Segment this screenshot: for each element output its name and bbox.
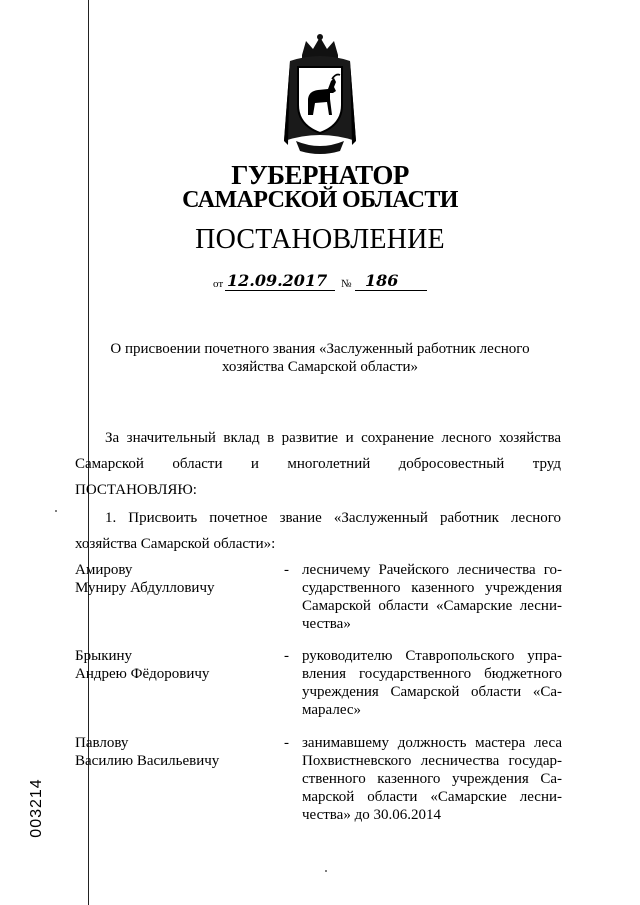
awardee-dash: - [284,735,289,751]
decree-number: 186 [365,271,399,290]
document-type: ПОСТАНОВЛЕНИЕ [195,224,445,255]
awardee-description [302,561,562,633]
date-underline [225,290,335,291]
description-line: чества» до 30.06.2014 [302,807,441,823]
description-line: марской области «Самарские лесни- [302,789,562,805]
description-line: учреждения Самарской области «Са- [302,684,562,700]
awardee-dash: - [284,648,289,664]
subject-line-2: хозяйства Самарской области» [221,359,419,375]
awardee-surname: Амирову [75,562,133,578]
item1-line-1: 1. Присвоить почетное звание «Заслуженный работник лесного [105,510,561,526]
description-line: занимавшему должность мастера леса [302,735,562,751]
description-line: ственного казенного учреждения Са- [302,771,562,787]
authority-title-line2: САМАРСКОЙ ОБЛАСТИ [182,187,458,213]
number-underline [355,290,427,291]
awardee-given-names: Василию Васильевичу [75,753,220,769]
awardee-given-names: Андрею Фёдоровичу [75,666,210,682]
description-line: Похвистневского лесничества государ- [302,753,562,769]
scan-speck [325,870,327,872]
awardee-description [302,734,562,824]
awardee-given-names: Муниру Абдулловичу [75,580,215,596]
date-from-label: от [213,278,224,290]
number-label: № [341,278,352,290]
item1-line-2: хозяйства Самарской области»: [75,536,276,552]
scan-speck [55,510,57,512]
authority-title-line1: ГУБЕРНАТОР [231,160,409,190]
description-line: руководителю Ставропольского упра- [302,648,562,664]
description-line: Самарской области «Самарские лесни- [302,598,562,614]
margin-serial-number: 003214 [28,778,45,838]
decree-date: 12.09.2017 [227,271,328,290]
decree-subject [0,340,640,376]
date-number-line [213,271,433,293]
description-line: сударственного казенного учреждения [302,580,562,596]
awardee-dash: - [284,562,289,578]
awardee-description [302,647,562,719]
preamble-line-1: За значительный вклад в развитие и сохранение лесного хозяйства [105,430,561,446]
description-line: вления государственного бюджетного [302,666,562,682]
description-line: маралес» [302,702,362,718]
preamble-line-2: Самарской области и многолетний добросовестный труд [75,456,561,472]
decree-word: ПОСТАНОВЛЯЮ: [75,482,197,498]
description-line: лесничему Рачейского лесничества го- [302,562,562,578]
coat-of-arms-icon [278,33,362,157]
description-line: чества» [302,616,351,632]
subject-line-1: О присвоении почетного звания «Заслуженный работник лесного [110,341,530,357]
awardee-surname: Брыкину [75,648,133,664]
awardee-surname: Павлову [75,735,129,751]
